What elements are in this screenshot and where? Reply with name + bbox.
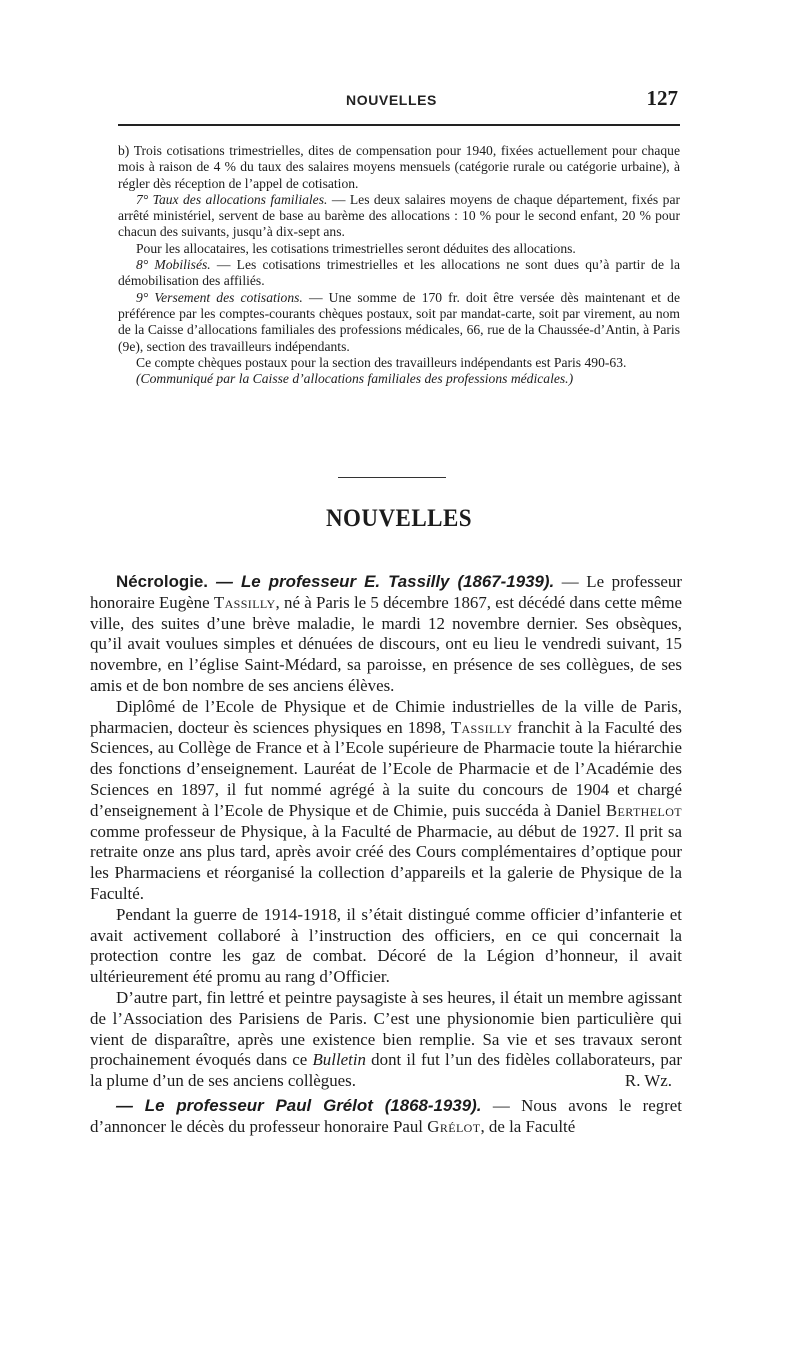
tassilly-p2-end: comme professeur de Physique, à la Faculté de Pharmacie, au début de 1927. Il prit sa retraite onze ans plus tard, après avoir créé des Cours complémentaires d’optique pour les Pharmaciens et réorganisé la collection d’appareils et la galerie de Physique de la Faculté. [90,821,682,903]
tassilly-p1-rest: , né à Paris le 5 décembre 1867, est décédé dans cette même ville, des suites d’une brève maladie, le mardi 12 novembre dernier. Ses obsèques, qu’il avait voulues simples et dénuées de discours, ont eu lieu le vendredi suivant, 15 novembre, en l’église Saint-Médard, sa paroisse, en présence de ses collègues, de ses amis et de bon nombre de ses anciens élèves. [90,592,682,695]
bulletin-title: Bulletin [312,1050,366,1070]
tassilly-p1-start: — Le professeur honoraire Eugène [90,572,682,612]
notice-source [118,371,680,387]
tassilly-p2-mid: franchit à la Faculté des Sciences, au Collège de France et à l’Ecole supérieure de Pharmacie toute la hiérarchie des fonctions d’enseignement. Lauréat de l’Ecole de Pharmacie et de l’Académie des Sciences en 1897, il fut nommé agrégé à la suite du concours de 1904 et chargé d’enseignement à l’Ecole de Physique et de Chimie, puis succéda à Daniel [90,717,682,820]
page-header [118,86,680,116]
tassilly-paragraph-4 [90,988,682,1092]
necrology-label: Nécrologie. [116,572,208,591]
berthelot-name: Berthelot [605,800,682,820]
notice-source-text: (Communiqué par la Caisse d’allocations familiales des professions médicales.) [136,371,574,387]
tassilly-p2-start: Diplômé de l’Ecole de Physique et de Chimie industrielles de la ville de Paris, pharmacien, docteur ès sciences physiques en 1898, [90,696,682,737]
notice-item-9-label: 9° Versement des cotisations. [136,289,303,305]
header-rule [118,124,680,126]
allowance-notice [118,143,680,387]
tassilly-p4-start: D’autre part, fin lettré et peintre paysagiste à ses heures, il était un membre agissant de l’Association des Parisiens de Paris. C’est une physionomie bien particulière qui vient de disparaître, après une existence bien remplie. Sa vie et ses travaux seront prochainement évoqués dans ce [90,987,682,1070]
tassilly-paragraph-1 [90,572,682,697]
notice-item-7-label: 7° Taux des allocations familiales. [136,191,328,207]
notice-item-9 [118,290,680,355]
grelot-text-start: — Nous avons le regret d’annoncer le décès du professeur honoraire Paul [90,1095,682,1136]
obituaries [90,572,682,1138]
grelot-text-end: , de la Faculté [480,1116,576,1136]
notice-item-7-note: Pour les allocataires, les cotisations trimestrielles seront déduites des allocations. [136,240,576,256]
tassilly-p4-end: dont il fut l’un des fidèles collaborateurs, par la plume d’un de ses anciens collègues. [90,1050,682,1091]
running-title: NOUVELLES [346,92,437,108]
tassilly-title: — Le professeur E. Tassilly (1867-1939). [207,572,555,591]
tassilly-name-2: Tassilly [450,717,513,737]
notice-item-8-text: — Les cotisations trimestrielles et les allocations ne sont dues qu’à partir de la démobilisation des affiliés. [118,257,680,289]
notice-item-8 [118,257,680,290]
grelot-paragraph [90,1096,682,1138]
page-number: 127 [646,86,678,110]
tassilly-paragraph-3: Pendant la guerre de 1914-1918, il s’était distingué comme officier d’infanterie et avait activement collaboré à l’instruction des officiers, en ce qui concernait la protection contre les gaz de combat. Décoré de la Légion d’honneur, il avait ultérieurement été promu au rang d’Officier. [90,904,682,987]
tassilly-name: Tassilly [213,592,276,612]
notice-item-8-label: 8° Mobilisés. [136,257,211,273]
section-heading: NOUVELLES [325,505,473,532]
author-signature: R. Wz. [624,1071,672,1091]
grelot-name: Grélot [427,1116,481,1136]
notice-item-9-text: — Une somme de 170 fr. doit être versée dès maintenant et de préférence par les comptes-courants chèques postaux, soit par mandat-carte, soit par virement, au nom de la Caisse d’allocations familiales des professions médicales, 66, rue de la Chaussée-d’Antin, à Paris (9e), section des travailleurs indépendants. [118,289,680,354]
tassilly-paragraph-2 [90,697,682,905]
notice-cheques: Ce compte chèques postaux pour la section des travailleurs indépendants est Paris 490-63. [136,354,627,370]
notice-item-7 [118,192,680,241]
grelot-title: — Le professeur Paul Grélot (1868-1939). [116,1095,482,1115]
notice-item-7-text: — Les deux salaires moyens de chaque département, fixés par arrêté ministériel, servent de base au barème des allocations : 10 % pour le second enfant, 20 % pour chacun des suivants, jusqu’à dix-sept ans. [118,191,681,240]
section-divider [338,477,446,478]
notice-item-b: b) Trois cotisations trimestrielles, dites de compensation pour 1940, fixées actuellement pour chaque mois à raison de 4 % du taux des salaires moyens mensuels (catégorie rurale ou catégorie urbaine), à régler dès réception de l’appel de cotisation. [118,143,680,191]
